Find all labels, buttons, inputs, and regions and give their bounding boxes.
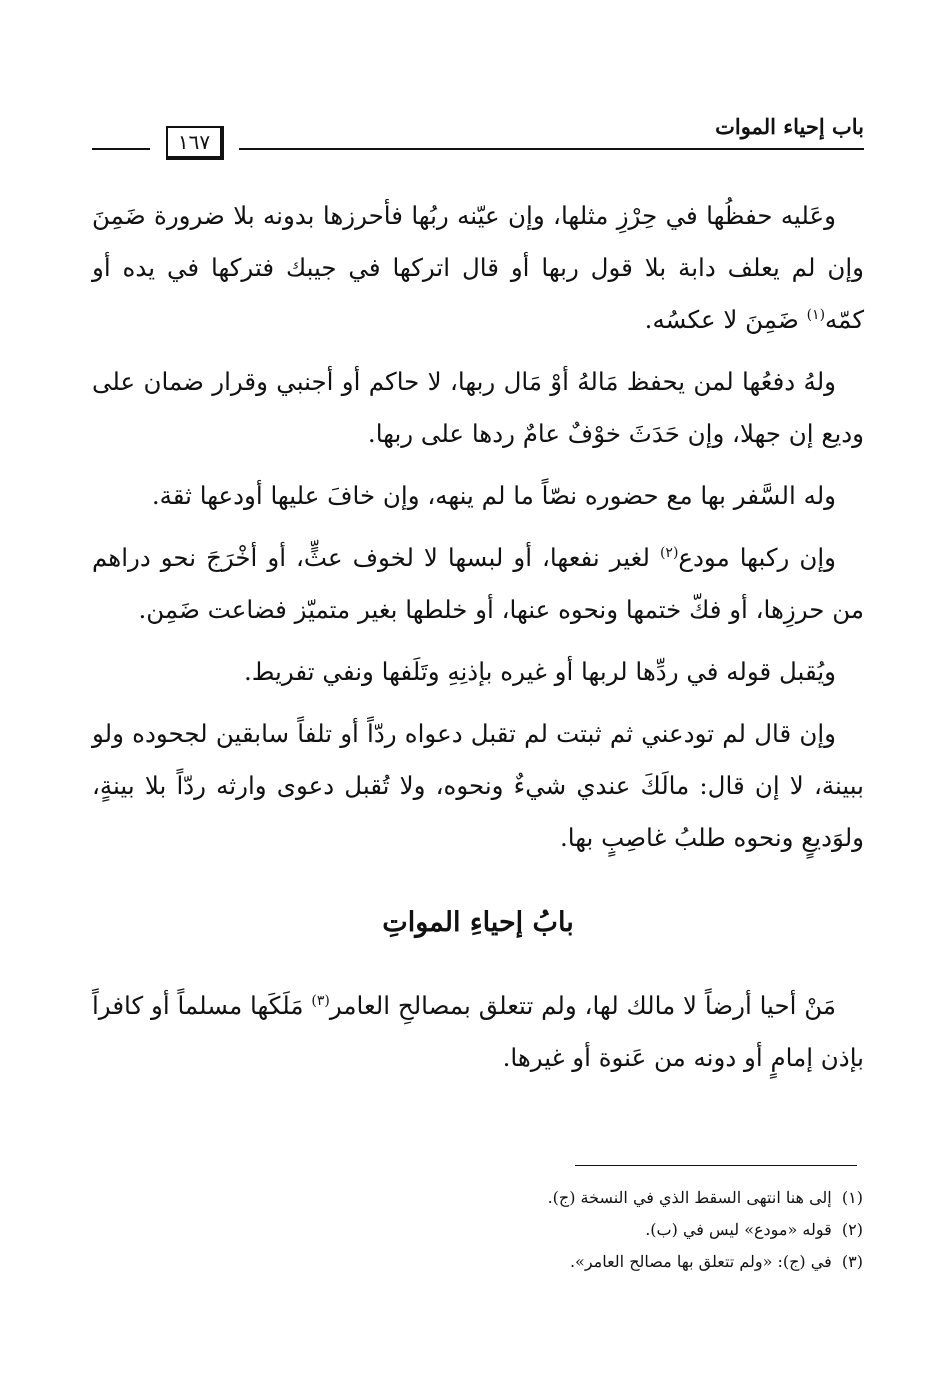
paragraph	[92, 708, 864, 864]
footnote-text: قوله «مودع» ليس في (ب).	[645, 1220, 832, 1239]
section-heading: بابُ إحياءِ المواتِ	[382, 907, 574, 938]
footnote-number: (٣)	[841, 1252, 863, 1271]
paragraph-text: وعَليه حفظُها في حِرْزِ مثلها، وإن عيّنه ربُها فأحرزها بدونه بلا ضرورة ضَمِنَ وإن لم يعلف دابة بلا قول ربها أو قال اتركها في جيبك فتركها في يده أو كمّه	[92, 201, 864, 334]
paragraph-text: مَلَكَها مسلماً أو كافراً بإذن إمامٍ أو دونه من عَنوة أو غيرها.	[92, 991, 864, 1072]
header-rule-short	[92, 148, 150, 150]
footnote-text: في (ج): «ولم تتعلق بها مصالح العامر».	[569, 1252, 832, 1271]
paragraph-text: مَنْ أحيا أرضاً لا مالك لها، ولم تتعلق بمصالحِ العامر	[329, 991, 837, 1020]
paragraph	[92, 356, 864, 460]
paragraph-text: ولهُ دفعُها لمن يحفظ مَالهُ أوْ مَال ربها، لا حاكم أو أجنبي وقرار ضمان على وديع إن جهلا، وإن حَدَثَ خوْفٌ عامٌ ردها على ربها.	[92, 367, 864, 448]
paragraph	[92, 980, 864, 1084]
footnote	[163, 1246, 863, 1278]
header-rule	[239, 148, 864, 150]
paragraph-text: وإن قال لم تودعني ثم ثبتت لم تقبل دعواه ردّاً أو تلفاً سابقين لجحوده ولو ببينة، لا إن قال: مالَكَ عندي شيءٌ ونحوه، ولا تُقبل دعوى وارثه ردّاً بلا بينةٍ، ولوَديعٍ ونحوه طلبُ غاصِبٍ بها.	[92, 719, 864, 852]
paragraph	[92, 190, 864, 346]
footnote-ref: (١)	[806, 306, 826, 323]
footnote-ref: (٢)	[659, 544, 679, 561]
footnote-separator	[575, 1165, 857, 1166]
footnote-number: (٢)	[841, 1220, 863, 1239]
page-number: ١٦٧	[166, 126, 224, 160]
footnote-ref: (٣)	[311, 992, 330, 1009]
paragraph	[92, 470, 864, 522]
footnote-text: إلى هنا انتهى السقط الذي في النسخة (ج).	[547, 1188, 832, 1207]
footnote-number: (١)	[841, 1188, 863, 1207]
paragraph-text: ويُقبل قوله في ردِّها لربها أو غيره بإذنِهِ وتَلَفها ونفي تفريط.	[244, 657, 836, 686]
paragraph	[92, 532, 864, 636]
running-header	[92, 112, 864, 162]
paragraph-text: وإن ركبها مودع	[678, 543, 836, 572]
paragraph-text: وله السَّفر بها مع حضوره نصّاً ما لم ينهه، وإن خافَ عليها أودعها ثقة.	[151, 481, 836, 510]
footnotes	[163, 1182, 863, 1278]
footnote	[163, 1214, 863, 1246]
header-title: باب إحياء الموات	[715, 114, 864, 139]
main-text	[92, 190, 864, 1094]
paragraph-text: لغير نفعها، أو لبسها لا لخوف عثٍّ، أو أخْرَجَ نحو دراهم من حرزِها، أو فكّ ختمها ونحوه عنها، أو خلطها بغير متميّز فضاعت ضَمِن.	[92, 543, 864, 624]
paragraph-text: ضَمِنَ لا عكسُه.	[644, 305, 807, 334]
paragraph	[92, 646, 864, 698]
footnote	[163, 1182, 863, 1214]
